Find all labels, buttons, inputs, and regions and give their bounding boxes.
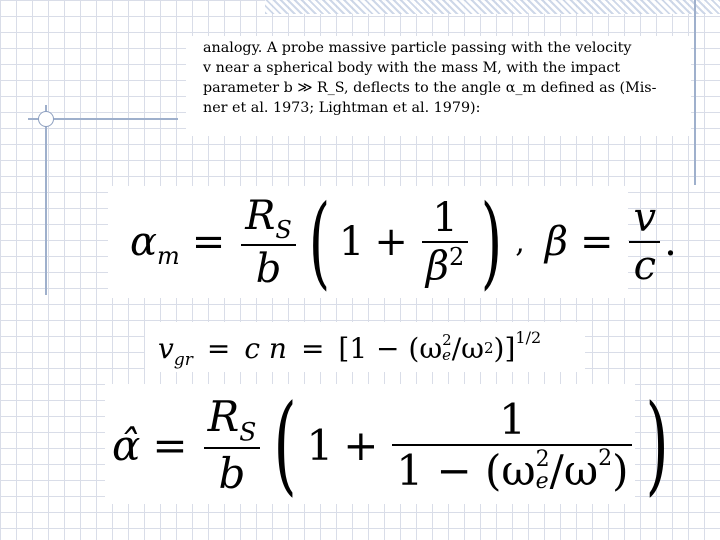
- eq3-left-paren: (: [273, 382, 298, 507]
- eq3-den-pre: 1 − (ω: [396, 446, 536, 495]
- intro-paragraph: [203, 38, 683, 118]
- eq1-fraction-rs-b: [241, 193, 296, 292]
- eq1-v: v: [633, 195, 657, 241]
- paragraph-line-2: v near a spherical body with the mass M, with the impact: [203, 60, 621, 76]
- equation-2: [158, 326, 541, 370]
- eq2-equals-1: =: [206, 331, 231, 365]
- eq3-close: ): [612, 446, 629, 495]
- eq1-equals: =: [191, 219, 226, 265]
- eq1-left-paren: (: [308, 183, 331, 300]
- eq2-slash-omega: /ω: [451, 331, 484, 365]
- eq1-two-sup: 2: [448, 242, 465, 271]
- eq3-S-sub: S: [239, 417, 257, 447]
- paragraph-line-4: ner et al. 1973; Lightman et al. 1979):: [203, 100, 481, 116]
- eq1-right-paren: ): [481, 183, 503, 300]
- eq3-num-one: 1: [499, 395, 526, 444]
- eq1-fraction-1-beta2: [422, 195, 468, 289]
- eq3-sub-e: e: [535, 468, 549, 494]
- decorative-circle: [38, 111, 54, 127]
- eq1-plus: +: [374, 219, 408, 265]
- eq2-cn: c n: [244, 331, 287, 365]
- decorative-vertical-line-right: [694, 0, 696, 185]
- eq1-b: b: [255, 245, 282, 292]
- eq2-sup-2a: 2: [442, 331, 452, 349]
- eq3-denominator: [392, 446, 632, 495]
- decorative-vertical-line-left: [45, 105, 47, 295]
- eq1-fraction-v-c: [629, 195, 660, 289]
- equation-3: [112, 382, 679, 507]
- eq3-right-paren: ): [645, 382, 670, 507]
- eq2-close: )]: [493, 331, 516, 365]
- eq1-period: .: [664, 219, 677, 265]
- eq3-sup-2b: 2: [598, 446, 613, 471]
- eq1-one: 1: [338, 219, 365, 265]
- eq1-alpha: α: [130, 219, 158, 265]
- paragraph-line-1: analogy. A probe massive particle passing with the velocity: [203, 40, 632, 56]
- eq2-power: 1/2: [515, 328, 542, 347]
- eq3-omega-e-scripts: [535, 446, 550, 494]
- eq3-equals: =: [152, 420, 188, 470]
- eq1-c: c: [633, 243, 656, 289]
- eq3-b: b: [218, 448, 246, 498]
- eq1-S-sub: S: [275, 215, 292, 244]
- eq1-R: R: [245, 192, 276, 239]
- eq1-beta-rhs: β: [544, 219, 568, 265]
- eq1-comma: ,: [515, 224, 525, 260]
- eq1-equals-2: =: [579, 219, 614, 265]
- eq2-sup-2b: 2: [483, 339, 494, 357]
- eq3-R: R: [207, 392, 240, 442]
- eq2-open: [1 − (ω: [338, 331, 443, 365]
- eq3-plus: +: [343, 420, 379, 470]
- eq3-slash-omega: /ω: [549, 446, 599, 495]
- decorative-hatch-band: [265, 0, 720, 14]
- eq2-sub-e: e: [442, 346, 452, 364]
- eq2-v: v: [158, 331, 174, 365]
- eq3-one: 1: [306, 420, 334, 470]
- eq1-beta: β: [425, 243, 449, 290]
- eq3-alpha-hat: α̂: [112, 420, 141, 470]
- eq1-alpha-sub: m: [157, 242, 180, 270]
- paragraph-line-3: parameter b ≫ R_S, deflects to the angle α_m defined as (Mis-: [203, 80, 657, 96]
- eq2-omega-e-scripts: [442, 333, 452, 363]
- eq2-v-sub: gr: [173, 350, 193, 370]
- eq3-sup-2a: 2: [535, 446, 550, 472]
- eq2-equals-2: =: [300, 331, 325, 365]
- equation-1: [130, 183, 677, 300]
- eq1-num-one: 1: [432, 194, 458, 241]
- eq3-fraction-rs-b: [204, 392, 261, 497]
- eq3-fraction-main: [392, 395, 632, 495]
